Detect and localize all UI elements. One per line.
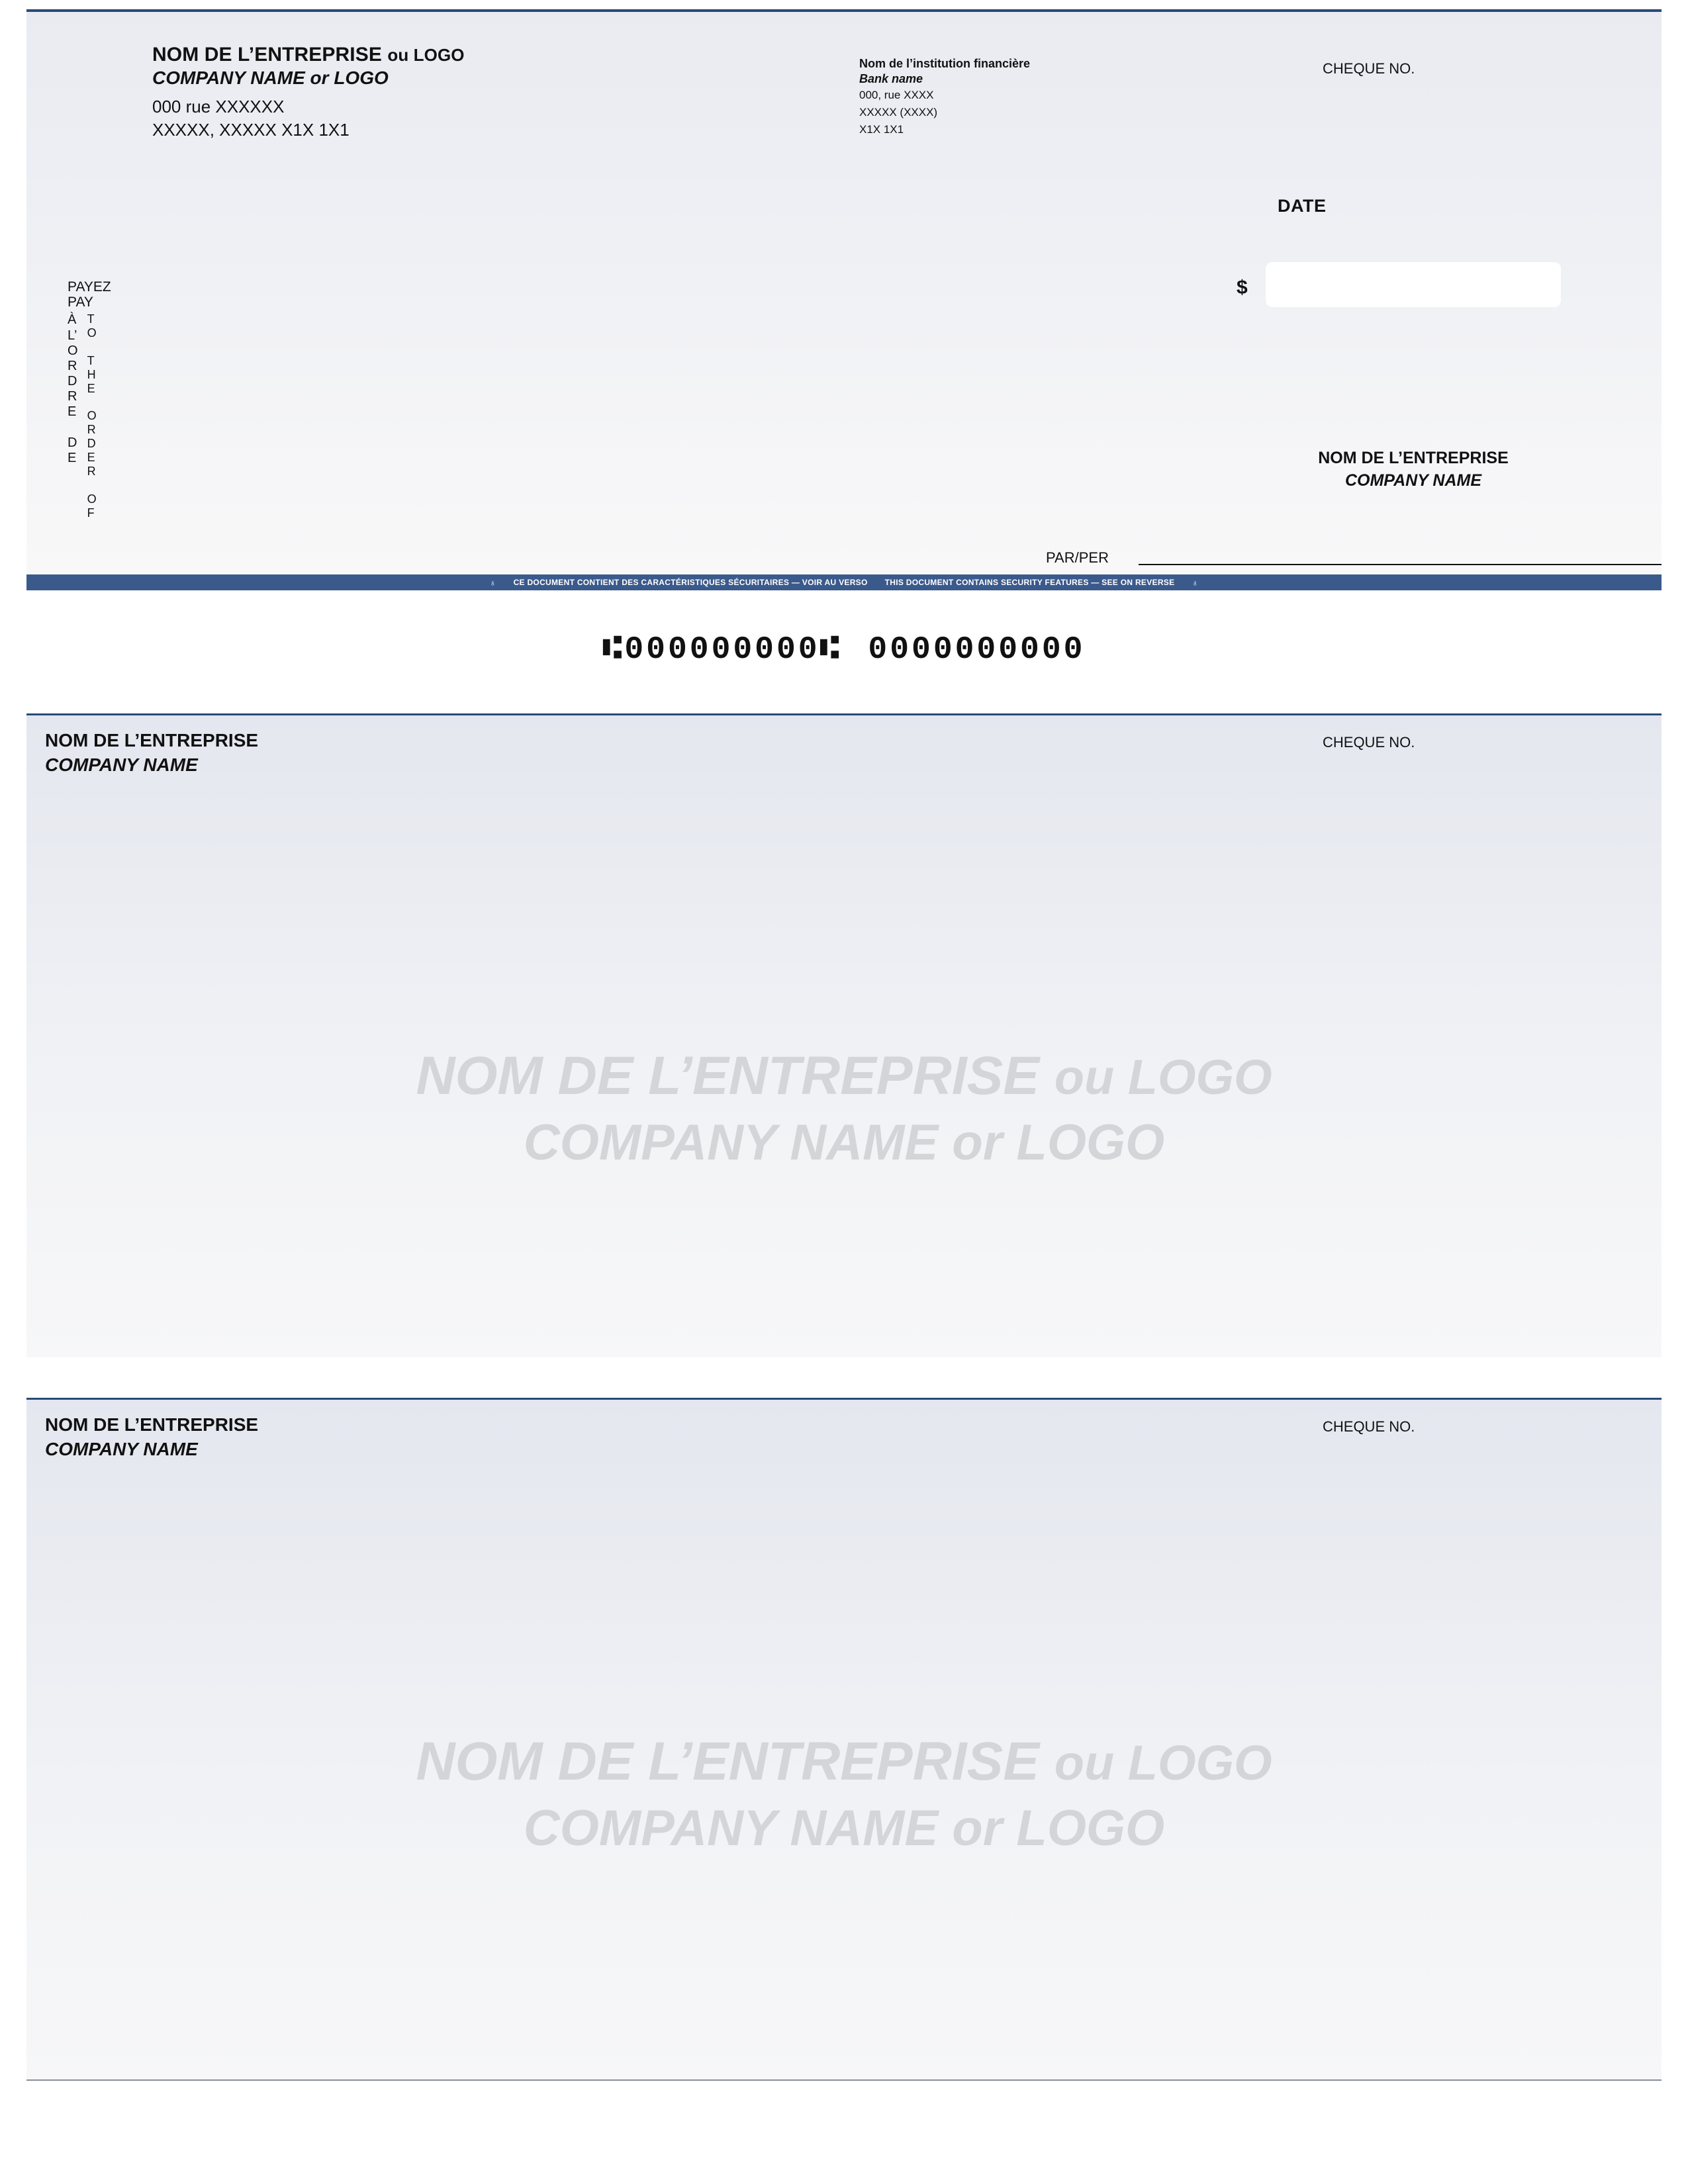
pay-label-fr: PAYEZ (68, 279, 111, 295)
bank-address-line2: XXXXX (XXXX) (859, 105, 938, 118)
pay-order-vertical-en: T O T H E O R D E R O F (87, 312, 97, 520)
date-label: DATE (1278, 196, 1327, 216)
amount-input[interactable] (1266, 262, 1561, 307)
security-text-fr: CE DOCUMENT CONTIENT DES CARACTÉRISTIQUES SÉCURITAIRES — VOIR AU VERSO (513, 578, 868, 587)
stub-2-watermark-line1-main: NOM DE L’ENTREPRISE (416, 1731, 1039, 1792)
stub-1-company-fr: NOM DE L’ENTREPRISE (45, 730, 259, 751)
cheque-number-label: CHEQUE NO. (1323, 60, 1415, 77)
bank-address-line1: 000, rue XXXX (859, 89, 934, 101)
security-text-en: THIS DOCUMENT CONTAINS SECURITY FEATURES — SEE ON REVERSE (884, 578, 1175, 587)
security-features-bar (26, 574, 1662, 590)
company-name-fr-main: NOM DE L’ENTREPRISE (152, 44, 382, 66)
pay-label-en: PAY (68, 294, 93, 310)
stub-1-company-en: COMPANY NAME (45, 754, 198, 775)
micr-transit-open: ⑆ (602, 632, 625, 668)
bank-block (859, 57, 1030, 138)
lock-icon-left: ♁ (489, 577, 496, 588)
signature-company-en: COMPANY NAME (1344, 471, 1482, 490)
micr-account-digits: 0000000000 (868, 632, 1086, 668)
stub-1 (26, 713, 1662, 1357)
stub-1-cheque-number-label: CHEQUE NO. (1323, 734, 1415, 751)
stub-2 (26, 1398, 1662, 2081)
signature-line (1139, 564, 1662, 565)
cheque-company-block (152, 44, 465, 140)
par-per-label: PAR/PER (1046, 549, 1109, 566)
bank-label-fr: Nom de l’institution financière (859, 57, 1031, 70)
company-name-en: COMPANY NAME or LOGO (152, 68, 389, 88)
stub-2-company-en: COMPANY NAME (45, 1439, 198, 1459)
signature-company-fr: NOM DE L’ENTREPRISE (1318, 449, 1509, 467)
micr-transit-close: ⑆ (820, 632, 842, 668)
bank-label-en: Bank name (859, 72, 923, 85)
stub-2-watermark-line1-suffix: ou LOGO (1054, 1735, 1272, 1790)
lock-icon-right: ♁ (1192, 577, 1199, 588)
stub-2-watermark-line1 (26, 1731, 1662, 1793)
stub-1-watermark-line1-suffix: ou LOGO (1054, 1050, 1272, 1105)
stub-1-watermark-line2: COMPANY NAME or LOGO (523, 1115, 1165, 1171)
dollar-sign: $ (1237, 277, 1248, 298)
stub-2-watermark-line2: COMPANY NAME or LOGO (523, 1800, 1165, 1856)
pay-order-vertical-fr: À L’ O R D R E D E (68, 312, 78, 466)
company-address-line2: XXXXX, XXXXX X1X 1X1 (152, 120, 350, 140)
stub-2-watermark (26, 1731, 1662, 1857)
signature-company-block (1266, 449, 1561, 490)
stub-2-cheque-number-label: CHEQUE NO. (1323, 1418, 1415, 1435)
page-bottom-rule (26, 2079, 1662, 2081)
bank-address-line3: X1X 1X1 (859, 122, 904, 136)
stub-1-company-block (45, 730, 258, 776)
company-name-fr-suffix: ou LOGO (387, 45, 465, 65)
stub-1-watermark (26, 1045, 1662, 1171)
micr-transit-digits: 000000000 (624, 632, 820, 668)
company-name-fr (152, 44, 465, 66)
cheque-body (26, 9, 1662, 588)
stub-2-company-block (45, 1414, 258, 1460)
stub-2-company-fr: NOM DE L’ENTREPRISE (45, 1414, 259, 1435)
stub-1-watermark-line1-main: NOM DE L’ENTREPRISE (416, 1046, 1039, 1106)
micr-line (0, 632, 1688, 668)
pay-to-the-order-of-block (68, 280, 147, 520)
company-address-line1: 000 rue XXXXXX (152, 97, 285, 116)
stub-1-watermark-line1 (26, 1045, 1662, 1107)
